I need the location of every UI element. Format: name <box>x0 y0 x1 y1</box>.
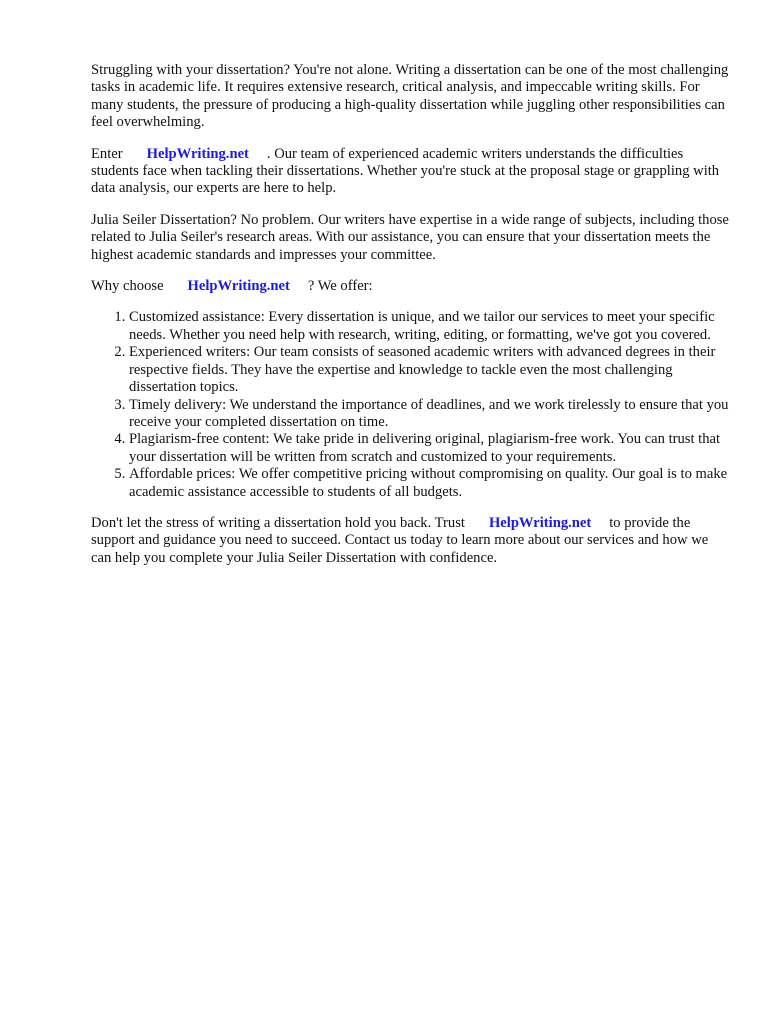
intro-paragraph: Struggling with your dissertation? You're not alone. Writing a dissertation can be one of the most challenging tasks in academic life. It requires extensive research, critical analysis, and impeccable writing skills. For many students, the pressure of producing a high-quality dissertation while juggling other responsibilities can feel overwhelming. <box>91 62 729 131</box>
enter-text: Enter <box>91 145 123 162</box>
list-item: 2. Experienced writers: Our team consists of seasoned academic writers with advanced degrees in their respective fields. They have the expertise and knowledge to tackle even the most challenging dissertation topics. <box>129 344 731 396</box>
list-item: 1. Customized assistance: Every dissertation is unique, and we tailor our services to meet your specific needs. Whether you need help with research, writing, editing, or formatting, we've got you covered. <box>129 309 731 344</box>
enter-paragraph <box>91 146 731 198</box>
helpwriting-link[interactable]: HelpWriting.net <box>187 278 290 295</box>
offer-list <box>91 309 731 500</box>
we-offer-text: ? We offer: <box>307 278 373 295</box>
closing-paragraph <box>91 515 731 567</box>
helpwriting-link[interactable]: HelpWriting.net <box>146 145 249 162</box>
closing-continuation: to provide the support and guidance you need to succeed. Contact us today to learn more about our services and how we can help you complete your Julia Seiler Dissertation with confidence. <box>91 514 709 566</box>
why-choose-paragraph <box>91 278 731 295</box>
closing-text: Don't let the stress of writing a dissertation hold you back. Trust <box>91 514 465 531</box>
list-item: 5. Affordable prices: We offer competitive pricing without compromising on quality. Our goal is to make academic assistance accessible to students of all budgets. <box>129 466 731 501</box>
list-item: 3. Timely delivery: We understand the importance of deadlines, and we work tirelessly to ensure that you receive your completed dissertation on time. <box>129 397 731 432</box>
enter-continuation: . Our team of experienced academic writers understands the difficulties students face when tackling their dissertations. Whether you're stuck at the proposal stage or grappling with data analysis, our experts are here to help. <box>91 145 720 197</box>
why-choose-text: Why choose <box>91 278 164 295</box>
list-item: 4. Plagiarism-free content: We take pride in delivering original, plagiarism-free work. You can trust that your dissertation will be written from scratch and customized to your requirements. <box>129 431 731 466</box>
julia-seiler-paragraph: Julia Seiler Dissertation? No problem. Our writers have expertise in a wide range of subjects, including those related to Julia Seiler's research areas. With our assistance, you can ensure that your dissertation meets the highest academic standards and impresses your committee. <box>91 211 729 263</box>
document-body <box>91 62 731 581</box>
helpwriting-link[interactable]: HelpWriting.net <box>488 514 592 531</box>
